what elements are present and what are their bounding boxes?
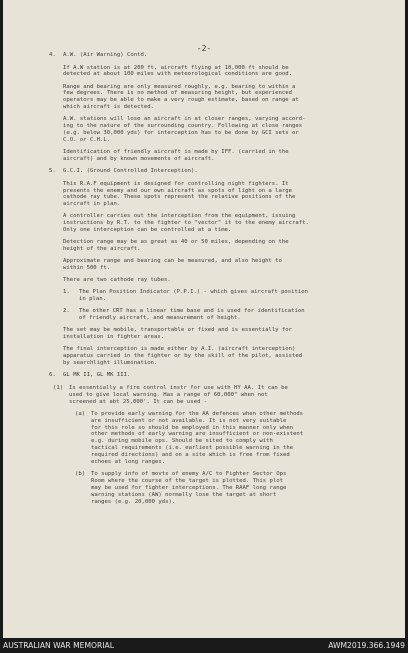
text-line: If A.W station is at 200 ft, aircraft flying at 10,000 ft should be [63,64,289,71]
text-line: A controller carries out the interception from the equipment, issuing [63,213,296,220]
text-line: detected at about 100 miles with meteorological conditions are good. [63,71,293,78]
text-line: tactical requirements (i.e. earliest possible warning in the [91,445,294,452]
text-line: A.W. (Air Warning) Contd. [63,52,148,58]
paragraph [63,149,391,163]
text-line: Identification of friendly aircraft is made by IFF. (carried in the [63,149,289,156]
paragraph [63,327,391,341]
list-marker: (b) [75,471,86,478]
text-line: aircraft in plan. [63,201,121,208]
paragraph [63,84,391,112]
text-line: GL MK II, GL MK III. [63,372,131,379]
text-line: within 500 ft. [63,265,111,272]
page-number: -2- [196,44,212,53]
footer-accession-number: AWM2019.366.1949 [328,641,405,650]
text-line: which aircraft is detected. [63,104,154,111]
text-line: echoes at long ranges. [91,459,166,466]
paragraph [63,181,391,209]
text-line: The final interception is made either by A.I. (aircraft interception) [63,346,296,353]
text-line: Only one interception can be controlled at a time. [63,227,232,234]
text-line: used to give local warning. Has a range of 60,000" when not [69,391,268,398]
list-marker: 2. [63,308,70,315]
footer-bar [0,639,408,653]
text-line: (e.g. below 30,000 yds) for interception has to be done by GCI sets or [63,130,299,137]
text-line: Detection range may be as great as 40 or 50 miles, depending on the [63,239,289,246]
text-line: ranges (e.g. 20,000 yds). [91,498,176,505]
paragraph [63,277,391,284]
text-line: The set may be mobile, transportable or fixed and is essentially for [63,327,293,334]
document-page [3,0,405,638]
text-line: Room where the course of the target is plotted. This plot [91,478,283,485]
text-line: Is essentially a fire control instr for use with HY AA. It can be [69,384,288,391]
list-item [53,384,391,406]
section-number: 5. [49,168,56,175]
text-line: A.W. stations will lose an aircraft in at closer ranges, varying accord- [63,116,306,123]
text-line: aircraft) and by known movements of aircraft. [63,156,215,163]
section-number: 6. [49,372,56,379]
text-line: The other CRT has a linear time base and is used for identification [79,308,305,315]
document-body [3,52,405,511]
paragraph [63,258,391,272]
text-line: height of the aircraft. [63,246,141,253]
text-line: may be used for fighter interceptions. The RAAF long range [91,485,287,491]
text-line: presents the enemy and our own aircraft as spots of light on a large [63,187,293,194]
text-line: e.g. during mobile ops. Should be sited to comply with [91,438,273,445]
text-line: are insufficient or not available. It is not very suitable [91,417,287,424]
text-line: by searchlight illumination. [63,360,158,367]
paragraph [63,65,391,79]
list-item [75,410,391,466]
section-heading [49,372,405,379]
text-line: in plan. [79,296,106,303]
text-line: for this role so should be employed in this manner only when [91,424,294,431]
text-line: required directions) and on a site which is free from fixed [91,452,290,459]
list-marker: (a) [75,410,86,417]
text-line: This R.A.F equipment is designed for controlling night fighters. It [63,180,289,187]
text-line: There are two cathode ray tubes. [63,277,171,284]
text-line: To provide early warning for the AA defences when other methods [91,410,304,417]
section-heading [49,168,405,175]
text-line: Range and bearing are only measured roughly, e.g. bearing to within a [63,83,296,90]
paragraph [63,116,391,144]
text-line: installation in fighter areas. [63,334,165,341]
text-line: The Plan Position Indicator (P.P.I.) - which gives aircraft position [79,289,309,296]
section-heading [49,52,405,59]
paragraph [63,346,391,367]
paragraph [63,213,391,234]
list-marker: (1) [53,384,64,391]
text-line: other methods of early warning are insufficient or non-existent [91,431,304,438]
text-line: ing to the nature of the surrounding country. Following at close ranges [63,123,303,130]
text-line: C.O. or C.H.L. [63,137,111,144]
text-line: G.C.I. (Ground Controlled Interception). [63,168,198,175]
text-line: To supply info of movts of enemy A/C to Fighter Sector Ops [91,471,287,478]
text-line: instructions by R.T. to the fighter to "vector" it to the enemy aircraft. [63,220,309,227]
text-line: apparatus carried in the fighter or by the skill of the pilot, assisted [63,353,303,360]
text-line: warning stations (AW) normally lose the target at short [91,491,277,498]
text-line: Approximate range and bearing can be measured, and also height to [63,258,282,265]
text-line: of friendly aircraft, and measurement of height. [79,315,241,322]
text-line: cathode ray tube. These spots represent the relative positions of the [63,194,296,201]
text-line: operators may be able to make a very rough estimate, based on range at [63,97,299,104]
footer-source: AUSTRALIAN WAR MEMORIAL [3,641,114,650]
text-line: screened at abt 25,000'. It can be used - [69,398,208,405]
paragraph [63,239,391,253]
list-item [63,308,391,322]
list-marker: 1. [63,289,70,296]
list-item [75,471,391,506]
list-item [63,289,391,303]
text-line: few degrees. There is no method of measuring height, but experienced [63,90,293,97]
section-number: 4. [49,52,56,58]
